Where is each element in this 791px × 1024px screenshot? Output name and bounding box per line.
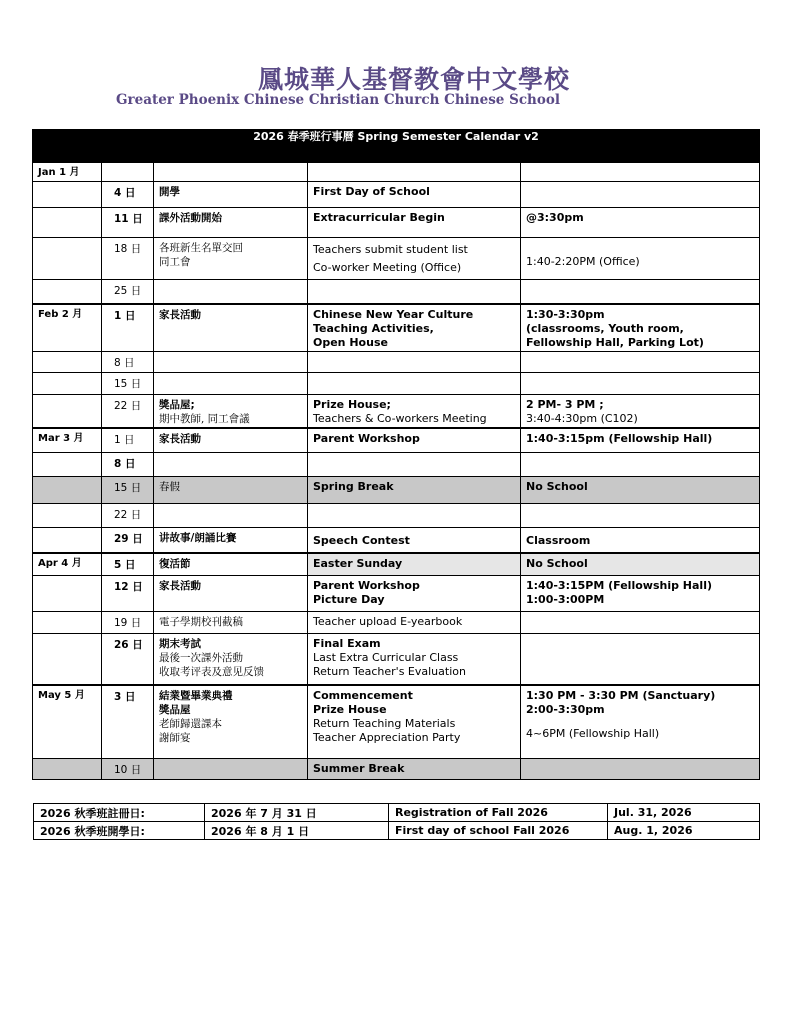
text-line: 最後一次課外活動 <box>159 651 243 664</box>
time-cell <box>521 553 760 575</box>
english-event-cell <box>308 280 521 304</box>
fall-row <box>34 822 760 840</box>
month-cell: Jan 1 月 <box>33 163 102 182</box>
month-cell: May 5 月 <box>33 685 102 758</box>
chinese-event-cell <box>154 633 308 685</box>
spring-calendar-table <box>32 129 760 780</box>
month-cell <box>33 633 102 685</box>
fall-row <box>34 804 760 822</box>
day-cell: 19 日 <box>102 611 154 633</box>
day-cell: 12 日 <box>102 575 154 611</box>
text-line: Parent Workshop <box>313 578 420 592</box>
time-cell <box>521 758 760 779</box>
text-line: 家長活動 <box>159 308 201 321</box>
text-line: Co-worker Meeting (Office) <box>313 261 462 274</box>
calendar-row <box>33 394 760 428</box>
text-line: No School <box>526 557 588 570</box>
calendar-row <box>33 372 760 394</box>
text-line: 1:30-3:30pm <box>526 307 605 321</box>
calendar-row-highlighted <box>33 476 760 503</box>
calendar-row <box>33 553 760 575</box>
chinese-event-cell <box>154 238 308 280</box>
day-cell: 26 日 <box>102 633 154 685</box>
text-line: Teacher Appreciation Party <box>313 731 461 744</box>
english-event-cell <box>308 611 521 633</box>
english-event-cell <box>308 503 521 527</box>
calendar-row <box>33 182 760 208</box>
english-event-cell <box>308 208 521 238</box>
text-line: 春假 <box>159 480 180 493</box>
chinese-event-cell <box>154 575 308 611</box>
text-line: 期末考試 <box>159 637 201 650</box>
month-cell: Apr 4 月 <box>33 553 102 575</box>
text-line: Teachers & Co-workers Meeting <box>313 411 487 425</box>
time-cell <box>521 452 760 476</box>
month-cell <box>33 527 102 553</box>
time-cell <box>521 394 760 428</box>
month-cell <box>33 182 102 208</box>
school-name-chinese: 鳳城華人基督教會中文學校 <box>258 65 571 94</box>
text-line: 家長活動 <box>159 433 201 445</box>
day-cell: 8 日 <box>102 351 154 372</box>
text-line: Fellowship Hall, Parking Lot) <box>526 335 704 349</box>
english-event-cell <box>308 428 521 452</box>
english-event-cell <box>308 633 521 685</box>
time-cell <box>521 575 760 611</box>
text-line: 2:00-3:30pm <box>526 703 605 716</box>
text-line: Speech Contest <box>313 533 410 547</box>
time-cell <box>521 208 760 238</box>
english-event-cell <box>308 758 521 779</box>
chinese-event-cell <box>154 428 308 452</box>
chinese-event-cell <box>154 685 308 758</box>
chinese-event-cell <box>154 304 308 352</box>
text-line: 復活節 <box>159 558 191 570</box>
day-cell: 29 日 <box>102 527 154 553</box>
chinese-event-cell <box>154 611 308 633</box>
month-cell <box>33 575 102 611</box>
day-cell: 11 日 <box>102 208 154 238</box>
fall-date-en: Jul. 31, 2026 <box>608 804 760 822</box>
month-cell <box>33 280 102 304</box>
fall-label-en: Registration of Fall 2026 <box>389 804 608 822</box>
day-cell: 22 日 <box>102 394 154 428</box>
text-line: 1:00-3:00PM <box>526 592 605 606</box>
text-line: 4~6PM (Fellowship Hall) <box>526 727 660 740</box>
day-cell: 3 日 <box>102 685 154 758</box>
english-event-cell <box>308 394 521 428</box>
calendar-row <box>33 575 760 611</box>
calendar-row <box>33 280 760 304</box>
day-cell: 8 日 <box>102 452 154 476</box>
time-cell <box>521 527 760 553</box>
month-cell <box>33 208 102 238</box>
text-line: (classrooms, Youth room, <box>526 321 684 335</box>
calendar-row <box>33 503 760 527</box>
month-cell <box>33 611 102 633</box>
month-cell <box>33 503 102 527</box>
chinese-event-cell <box>154 527 308 553</box>
english-event-cell <box>308 527 521 553</box>
text-line: 收取考评表及意见反馈 <box>159 665 264 678</box>
text-line: 2 PM- 3 PM ; <box>526 397 604 411</box>
calendar-row <box>33 633 760 685</box>
month-cell: Mar 3 月 <box>33 428 102 452</box>
day-cell: 1 日 <box>102 304 154 352</box>
spacer <box>526 717 754 727</box>
month-cell <box>33 372 102 394</box>
day-cell: 25 日 <box>102 280 154 304</box>
day-cell: 15 日 <box>102 372 154 394</box>
school-name-english: Greater Phoenix Chinese Christian Church Chinese School <box>116 92 561 108</box>
time-cell <box>521 685 760 758</box>
text-line: Classroom <box>526 533 591 547</box>
chinese-event-cell <box>154 280 308 304</box>
english-event-cell <box>308 553 521 575</box>
fall-label-zh: 2026 秋季班註冊日: <box>34 804 205 822</box>
day-cell: 18 日 <box>102 238 154 280</box>
text-line: 開學 <box>159 186 180 198</box>
english-event-cell <box>308 452 521 476</box>
text-line: Final Exam <box>313 636 381 650</box>
text-line: Easter Sunday <box>313 557 403 570</box>
time-cell <box>521 611 760 633</box>
chinese-event-cell <box>154 476 308 503</box>
text-line: No School <box>526 479 588 493</box>
text-line: Extracurricular Begin <box>313 211 445 224</box>
text-line: Prize House; <box>313 397 391 411</box>
chinese-event-cell <box>154 208 308 238</box>
time-cell <box>521 372 760 394</box>
fall-date-en: Aug. 1, 2026 <box>608 822 760 840</box>
day-cell: 1 日 <box>102 428 154 452</box>
time-cell <box>521 351 760 372</box>
month-cell <box>33 238 102 280</box>
text-line: Spring Break <box>313 479 394 493</box>
day-cell: 15 日 <box>102 476 154 503</box>
time-cell <box>521 280 760 304</box>
text-line: Teaching Activities, <box>313 321 434 335</box>
calendar-title: 2026 春季班行事曆 Spring Semester Calendar v2 <box>33 130 760 163</box>
calendar-row <box>33 428 760 452</box>
english-event-cell <box>308 685 521 758</box>
text-line: 獎品屋; <box>159 398 195 411</box>
chinese-event-cell <box>154 394 308 428</box>
time-cell <box>521 304 760 352</box>
text-line: Last Extra Curricular Class <box>313 650 459 664</box>
text-line: 家長活動 <box>159 579 201 592</box>
text-line: Picture Day <box>313 592 385 606</box>
calendar-row <box>33 351 760 372</box>
text-line: 課外活動開始 <box>159 212 222 224</box>
time-cell <box>521 182 760 208</box>
text-line: 老師歸還課本 <box>159 718 222 730</box>
text-line: 1:40-2:20PM (Office) <box>526 255 640 268</box>
fall-date-zh: 2026 年 7 月 31 日 <box>205 804 389 822</box>
fall-label-zh: 2026 秋季班開學日: <box>34 822 205 840</box>
month-cell <box>33 476 102 503</box>
english-event-cell <box>308 476 521 503</box>
calendar-row-highlighted <box>33 758 760 779</box>
calendar-row <box>33 527 760 553</box>
time-cell <box>521 476 760 503</box>
text-line: 3:40-4:30pm (C102) <box>526 411 638 425</box>
fall-date-zh: 2026 年 8 月 1 日 <box>205 822 389 840</box>
month-cell <box>33 351 102 372</box>
day-cell: 5 日 <box>102 553 154 575</box>
text-line: Teacher upload E-yearbook <box>313 614 463 628</box>
month-cell <box>33 452 102 476</box>
english-event-cell <box>308 182 521 208</box>
time-cell <box>521 503 760 527</box>
text-line: 1:30 PM - 3:30 PM (Sanctuary) <box>526 689 716 702</box>
english-event-cell <box>308 238 521 280</box>
chinese-event-cell <box>154 372 308 394</box>
fall-semester-table <box>33 803 760 840</box>
calendar-row <box>33 238 760 280</box>
chinese-event-cell <box>154 351 308 372</box>
chinese-event-cell <box>154 503 308 527</box>
text-line: First Day of School <box>313 185 430 198</box>
english-event-cell <box>308 575 521 611</box>
day-cell: 10 日 <box>102 758 154 779</box>
text-line: Teachers submit student list <box>313 243 468 256</box>
english-event-cell <box>308 163 521 182</box>
text-line: 1:40-3:15pm (Fellowship Hall) <box>526 432 713 445</box>
time-cell <box>521 428 760 452</box>
text-line: 期中教師, 同工會議 <box>159 412 250 425</box>
calendar-row <box>33 611 760 633</box>
calendar-row <box>33 163 760 182</box>
text-line: Parent Workshop <box>313 432 420 445</box>
chinese-event-cell <box>154 758 308 779</box>
english-event-cell <box>308 304 521 352</box>
text-line: Prize House <box>313 703 387 716</box>
day-cell: 4 日 <box>102 182 154 208</box>
month-cell <box>33 758 102 779</box>
calendar-row <box>33 208 760 238</box>
day-cell <box>102 163 154 182</box>
time-cell <box>521 238 760 280</box>
text-line: 電子學期校刊截稿 <box>159 615 243 628</box>
time-cell <box>521 633 760 685</box>
chinese-event-cell <box>154 163 308 182</box>
day-cell: 22 日 <box>102 503 154 527</box>
fall-label-en: First day of school Fall 2026 <box>389 822 608 840</box>
calendar-row <box>33 685 760 758</box>
text-line: Return Teaching Materials <box>313 717 456 730</box>
time-cell <box>521 163 760 182</box>
calendar-row <box>33 304 760 352</box>
text-line: 謝師宴 <box>159 732 191 744</box>
text-line: Summer Break <box>313 761 405 775</box>
text-line: 各班新生名單交回 <box>159 242 243 254</box>
text-line: @3:30pm <box>526 211 584 224</box>
calendar-row <box>33 452 760 476</box>
text-line: Open House <box>313 335 388 349</box>
english-event-cell <box>308 372 521 394</box>
english-event-cell <box>308 351 521 372</box>
text-line: Chinese New Year Culture <box>313 307 474 321</box>
text-line: 1:40-3:15PM (Fellowship Hall) <box>526 578 712 592</box>
text-line: 結業暨畢業典禮 <box>159 690 233 702</box>
chinese-event-cell <box>154 553 308 575</box>
text-line: 讲故事/朗誦比賽 <box>159 531 237 544</box>
chinese-event-cell <box>154 452 308 476</box>
month-cell: Feb 2 月 <box>33 304 102 352</box>
month-cell <box>33 394 102 428</box>
text-line: Commencement <box>313 689 413 702</box>
chinese-event-cell <box>154 182 308 208</box>
text-line: Return Teacher's Evaluation <box>313 664 466 678</box>
text-line: 同工會 <box>159 256 191 268</box>
text-line: 獎品屋 <box>159 704 191 716</box>
